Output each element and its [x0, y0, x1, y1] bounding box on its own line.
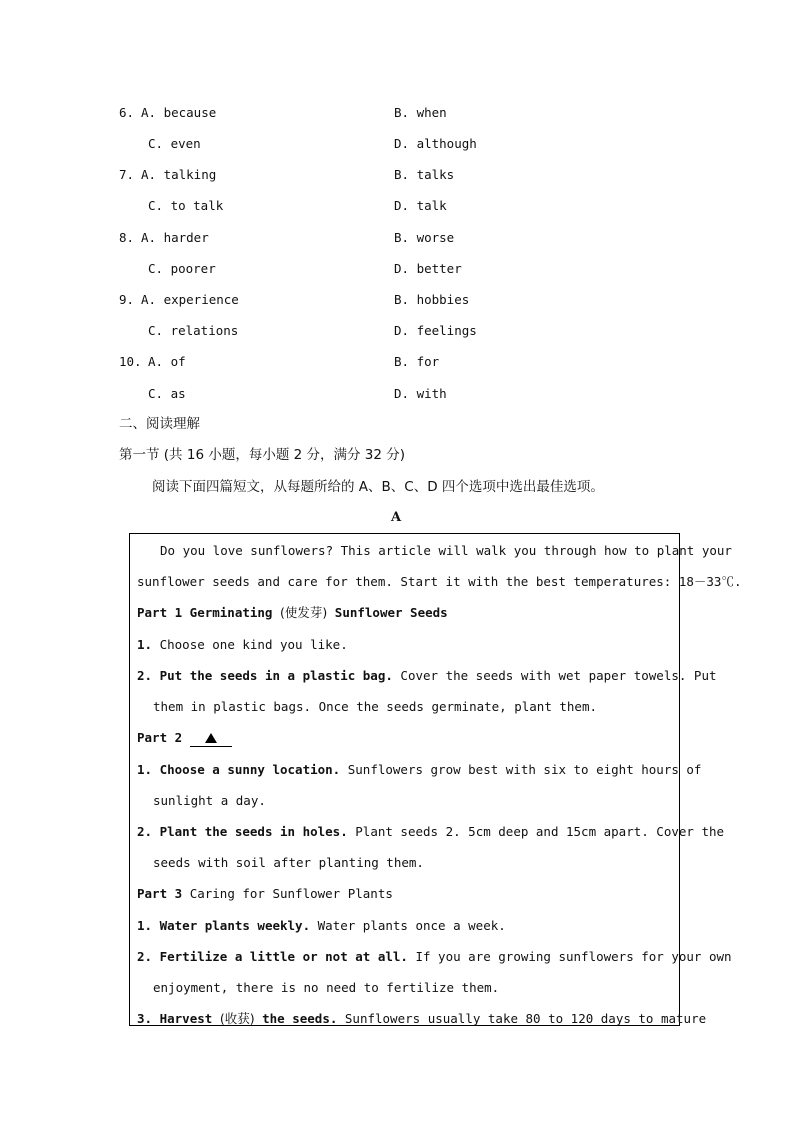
option-a: A. harder: [141, 230, 209, 245]
part-2-item-1-line-2: sunlight a day.: [153, 793, 266, 808]
option-c: C. to talk: [148, 198, 224, 213]
question-6: [0, 104, 794, 122]
item-text: Sunflowers usually take 80 to 120 days to mature: [344, 1011, 707, 1026]
option-d: D. with: [394, 386, 447, 401]
part-1-item-1: [137, 636, 348, 654]
question-6-row2: [0, 135, 794, 153]
question-number: 7.: [119, 167, 135, 182]
question-10-row2: [0, 385, 794, 403]
part-3-item-1: [137, 917, 506, 935]
item-bold: Fertilize a little or not at all.: [159, 949, 408, 964]
intro-line-2: sunflower seeds and care for them. Start it with the best temperatures: 18－33℃.: [137, 574, 742, 589]
option-b: B. when: [394, 105, 447, 120]
item-text: Sunflowers grow best with six to eight hours of: [347, 762, 702, 777]
part-3-item-2: [137, 948, 732, 966]
question-10: [0, 353, 794, 371]
section-instruction: 阅读下面四篇短文，从每题所给的 A、B、C、D 四个选项中选出最佳选项。: [152, 479, 604, 495]
option-b: B. talks: [394, 167, 455, 182]
option-d: D. talk: [394, 198, 447, 213]
option-d: D. better: [394, 261, 462, 276]
item-number: 3.: [137, 1011, 153, 1026]
item-text: Cover the seeds with wet paper towels. Put: [400, 668, 717, 683]
part-2-item-2-line-2: seeds with soil after planting them.: [153, 855, 424, 870]
option-c: C. poorer: [148, 261, 216, 276]
option-b: B. hobbies: [394, 292, 470, 307]
option-a: A. because: [141, 105, 217, 120]
item-bold: Harvest: [159, 1011, 213, 1026]
part-3-title: Part 3: [137, 886, 183, 901]
question-number: 8.: [119, 230, 135, 245]
part-1-title: Part 1 Germinating: [137, 605, 273, 620]
item-bold: Put the seeds in a plastic bag.: [159, 668, 393, 683]
question-7-row2: [0, 197, 794, 215]
part-1-cn: (使发芽): [280, 605, 328, 620]
option-a: A. experience: [141, 292, 239, 307]
question-9-row2: [0, 322, 794, 340]
question-number: 10.: [119, 354, 142, 369]
option-a: A. talking: [141, 167, 217, 182]
part-1-rest: Sunflower Seeds: [334, 605, 448, 620]
item-number: 1.: [137, 918, 153, 933]
part-1-heading: [137, 604, 448, 622]
item-text: If you are growing sunflowers for your own: [415, 949, 732, 964]
option-b: B. for: [394, 354, 440, 369]
question-8: [0, 229, 794, 247]
part-2-title: Part 2: [137, 730, 183, 745]
passage-box: [129, 533, 742, 1026]
part-2-item-2: [137, 823, 724, 841]
item-number: 1.: [137, 762, 153, 777]
option-b: B. worse: [394, 230, 455, 245]
question-8-row2: [0, 260, 794, 278]
option-d: D. feelings: [394, 323, 477, 338]
question-7: [0, 166, 794, 184]
part-2-heading: [137, 729, 232, 747]
part-3-item-3: [137, 1010, 706, 1028]
option-c: C. relations: [148, 323, 239, 338]
question-number: 9.: [119, 292, 135, 307]
item-number: 1.: [137, 637, 153, 652]
triangle-icon: [205, 733, 217, 743]
item-bold: Plant the seeds in holes.: [159, 824, 348, 839]
question-9: [0, 291, 794, 309]
intro-line-1: Do you love sunflowers? This article will walk you through how to plant your: [160, 543, 732, 558]
item-number: 2.: [137, 949, 153, 964]
part-3-heading: [137, 885, 393, 903]
question-number: 6.: [119, 105, 135, 120]
section-title: 二、阅读理解: [119, 416, 200, 432]
section-subtitle: 第一节 (共 16 小题，每小题 2 分，满分 32 分): [119, 447, 406, 463]
part-1-item-2-line-2: them in plastic bags. Once the seeds germinate, plant them.: [153, 699, 598, 714]
option-c: C. as: [148, 386, 186, 401]
part-3-rest: Caring for Sunflower Plants: [189, 886, 393, 901]
part-3-item-2-line-2: enjoyment, there is no need to fertilize them.: [153, 980, 500, 995]
item-number: 2.: [137, 824, 153, 839]
item-bold: Choose a sunny location.: [159, 762, 341, 777]
item-text: Plant seeds 2. 5cm deep and 15cm apart. Cover the: [355, 824, 725, 839]
option-c: C. even: [148, 136, 201, 151]
item-number: 2.: [137, 668, 153, 683]
part-2-item-1: [137, 761, 701, 779]
item-text: Water plants once a week.: [317, 918, 506, 933]
item-text: Choose one kind you like.: [159, 637, 348, 652]
item-bold: Water plants weekly.: [159, 918, 311, 933]
answer-blank: [190, 732, 232, 747]
passage-label: A: [391, 510, 402, 525]
item-cn: (收获): [219, 1011, 255, 1026]
part-1-item-2: [137, 667, 717, 685]
item-bold-2: the seeds.: [262, 1011, 338, 1026]
option-a: A. of: [148, 354, 186, 369]
option-d: D. although: [394, 136, 477, 151]
